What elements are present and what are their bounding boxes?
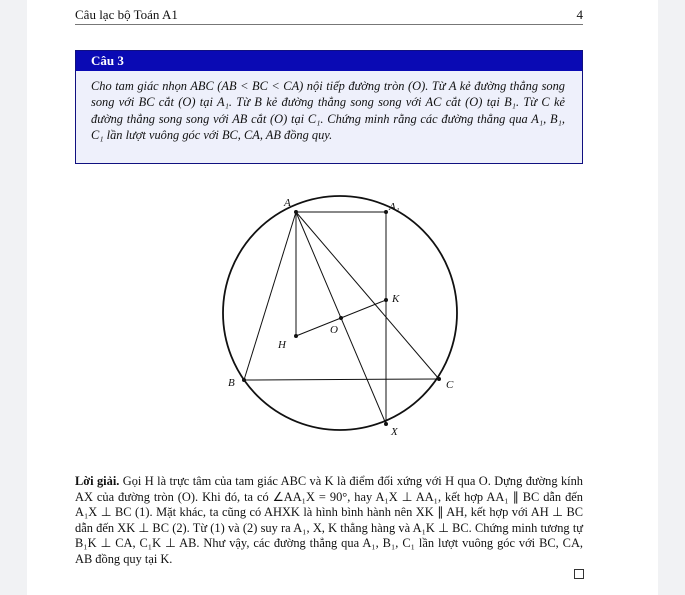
point-a: [294, 210, 298, 214]
point-h: [294, 334, 298, 338]
label-b: B: [228, 377, 235, 389]
qed-symbol: [574, 569, 584, 579]
solution-block: [75, 474, 583, 568]
label-x: X: [391, 426, 398, 438]
point-c: [437, 377, 441, 381]
solution-lead: Lời giải.: [75, 474, 120, 488]
solution-text: Gọi H là trực tâm của tam giác ABC và K là điểm đối xứng với H qua O. Dựng đường kính AX của đường tròn (O). Khi đó, ta có ∠AA₁X = 90°, hay A₁X ⊥ AA₁, kết hợp AA₁ ∥ BC dẫn đến A₁X ⊥ BC (1). Mặt khác, ta cũng có AHXK là hình bình hành nên XK ∥ AH, kết hợp với AH ⊥ BC dẫn đến XK ⊥ BC (2). Từ (1) và (2) suy ra A₁, X, K thẳng hàng và A₁K ⊥ BC. Chứng minh tương tự B₁K ⊥ CA, C₁K ⊥ AB. Như vậy, các đường thẳng qua A₁, B₁, C₁ lần lượt vuông góc với BC, CA, AB đồng quy tại K.: [75, 474, 583, 566]
circle-o: [223, 196, 457, 430]
geometry-figure: [190, 190, 490, 445]
point-x: [384, 422, 388, 426]
label-o: O: [330, 324, 338, 336]
segment-a-c: [296, 212, 439, 379]
point-a1: [384, 210, 388, 214]
page-number: 4: [576, 7, 583, 22]
label-a: A: [284, 197, 291, 209]
problem-text: Cho tam giác nhọn ABC (AB < BC < CA) nội tiếp đường tròn (O). Từ A kẻ đường thẳng song song với BC cắt (O) tại A₁. Từ B kẻ đường thẳng song song với AC cắt (O) tại B₁. Từ C kẻ đường thẳng song song với AB cắt (O) tại C₁. Chứng minh rằng các đường thẳng qua A₁, B₁, C₁ lần lượt vuông góc với BC, CA, AB đồng quy.: [91, 79, 565, 143]
segment-b-c: [244, 379, 439, 380]
header-title: Câu lạc bộ Toán A1: [75, 7, 178, 22]
label-a1: A₁: [389, 201, 400, 213]
figure-svg: [190, 190, 490, 445]
problem-label: Câu 3: [76, 51, 582, 71]
problem-box: [75, 50, 583, 164]
label-h: H: [278, 339, 286, 351]
point-b: [242, 378, 246, 382]
point-k: [384, 298, 388, 302]
point-o: [339, 316, 343, 320]
label-c: C: [446, 379, 454, 391]
page-header: [75, 6, 583, 25]
label-k: K: [392, 293, 400, 305]
